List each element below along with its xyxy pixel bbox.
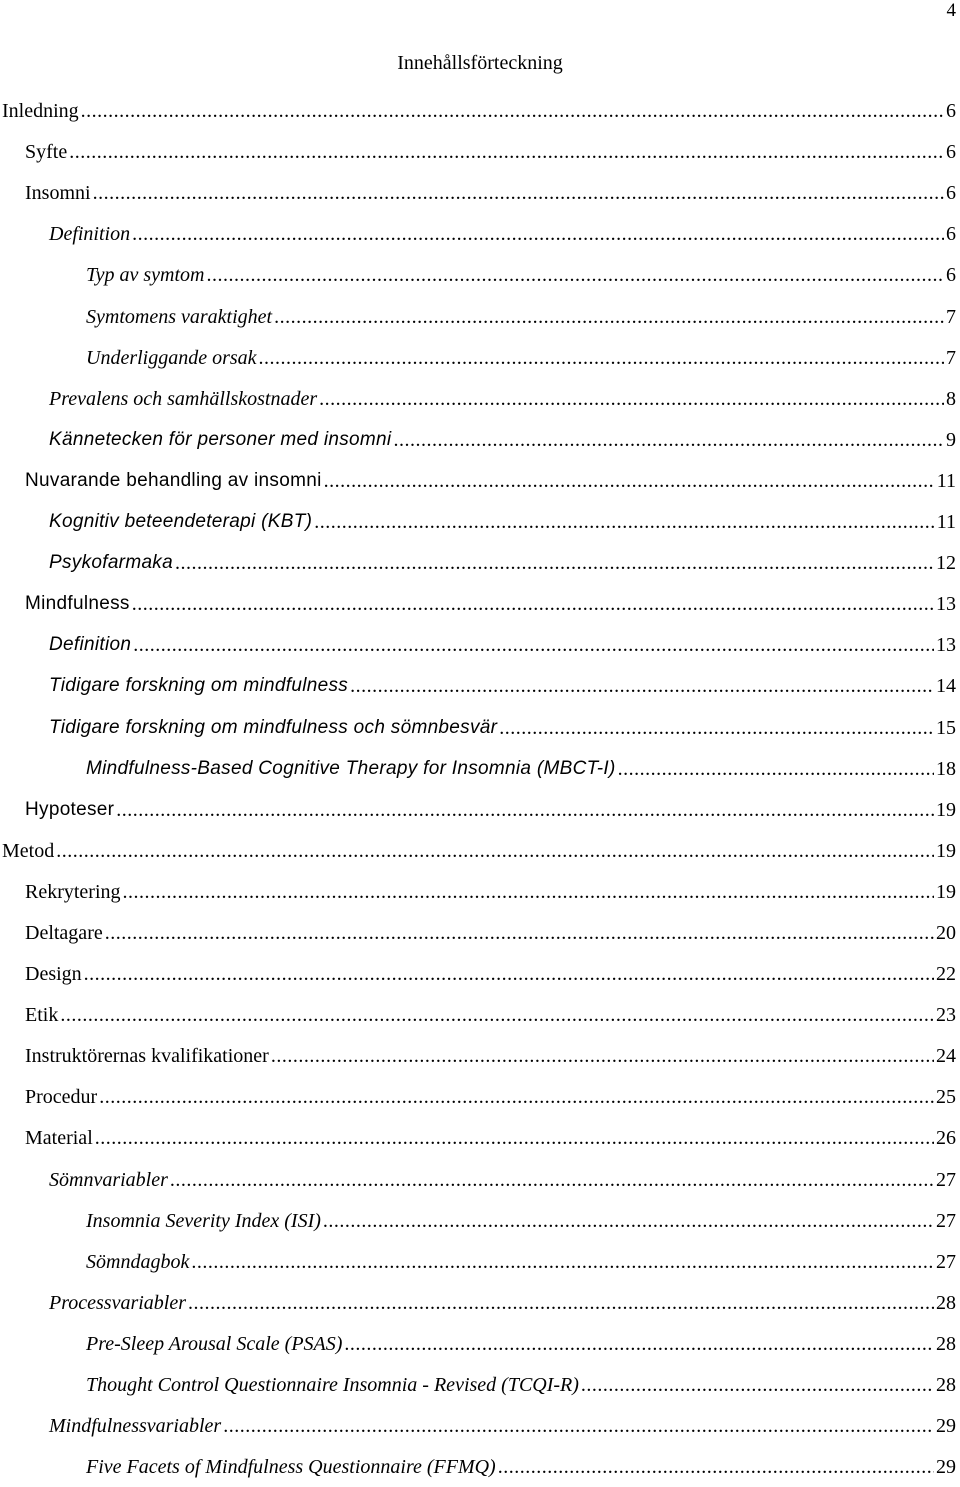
toc-dot-leader xyxy=(56,839,934,863)
toc-dot-leader xyxy=(319,387,944,411)
toc-entry-page: 22 xyxy=(936,963,956,986)
toc-entry[interactable] xyxy=(0,460,960,501)
toc-entry-page: 15 xyxy=(936,716,956,739)
toc-entry-label: Rekrytering xyxy=(25,880,121,903)
toc-dot-leader xyxy=(581,1373,934,1397)
toc-dot-leader xyxy=(618,757,934,781)
toc-dot-leader xyxy=(60,1003,934,1027)
toc-entry[interactable] xyxy=(0,748,960,789)
toc-entry-label: Instruktörernas kvalifikationer xyxy=(25,1045,269,1068)
toc-entry-label: Deltagare xyxy=(25,921,103,944)
toc-dot-leader xyxy=(81,99,944,123)
toc-dot-leader xyxy=(191,1250,934,1274)
toc-dot-leader xyxy=(344,1332,934,1356)
toc-entry[interactable] xyxy=(0,789,960,830)
toc-entry-label: Five Facets of Mindfulness Questionnaire (FFMQ) xyxy=(86,1456,496,1479)
toc-entry-page: 6 xyxy=(946,182,956,205)
toc-entry-label: Prevalens och samhällskostnader xyxy=(49,387,318,410)
toc-entry-page: 12 xyxy=(936,552,956,575)
toc-entry-page: 25 xyxy=(936,1086,956,1109)
toc-entry-page: 8 xyxy=(946,387,956,410)
toc-entry[interactable] xyxy=(0,1241,960,1282)
toc-entry[interactable] xyxy=(0,378,960,419)
toc-entry-page: 27 xyxy=(936,1168,956,1191)
toc-entry[interactable] xyxy=(0,912,960,953)
toc-entry-label: Design xyxy=(25,963,82,986)
toc-dot-leader xyxy=(207,263,945,287)
toc-dot-leader xyxy=(274,305,944,329)
toc-entry-page: 28 xyxy=(936,1332,956,1355)
toc-entry-label: Definition xyxy=(49,634,132,656)
toc-entry-page: 18 xyxy=(936,757,956,780)
toc-entry-label: Sömndagbok xyxy=(86,1250,190,1273)
toc-dot-leader xyxy=(99,1085,934,1109)
toc-entry-label: Syfte xyxy=(25,141,68,164)
toc-entry-page: 29 xyxy=(936,1415,956,1438)
toc-entry-page: 20 xyxy=(936,921,956,944)
toc-entry[interactable] xyxy=(0,871,960,912)
toc-entry[interactable] xyxy=(0,830,960,871)
toc-entry-label: Typ av symtom xyxy=(86,264,205,287)
toc-entry[interactable] xyxy=(0,213,960,254)
toc-dot-leader xyxy=(133,633,934,657)
toc-entry-page: 19 xyxy=(936,798,956,821)
page-number: 4 xyxy=(946,0,956,21)
toc-entry-page: 9 xyxy=(946,428,956,451)
toc-entry-page: 19 xyxy=(936,839,956,862)
toc-entry-label: Mindfulness xyxy=(25,593,130,615)
toc-entry[interactable] xyxy=(0,90,960,131)
toc-entry[interactable] xyxy=(0,1323,960,1364)
toc-entry-label: Symtomens varaktighet xyxy=(86,305,273,328)
toc-entry[interactable] xyxy=(0,1446,960,1487)
toc-entry-page: 28 xyxy=(936,1291,956,1314)
toc-entry[interactable] xyxy=(0,1158,960,1199)
toc-entry[interactable] xyxy=(0,501,960,542)
toc-entry[interactable] xyxy=(0,337,960,378)
toc-entry-label: Insomni xyxy=(25,182,91,205)
toc-entry-label: Tidigare forskning om mindfulness xyxy=(49,675,349,697)
toc-entry-page: 13 xyxy=(936,634,956,657)
toc-entry-label: Underliggande orsak xyxy=(86,346,257,369)
toc-entry-label: Material xyxy=(25,1127,93,1150)
toc-entry-label: Psykofarmaka xyxy=(49,552,173,574)
toc-entry-page: 11 xyxy=(936,511,956,534)
toc-entry-label: Mindfulnessvariabler xyxy=(49,1415,222,1438)
toc-entry[interactable] xyxy=(0,1076,960,1117)
toc-dot-leader xyxy=(223,1414,934,1438)
toc-entry-page: 7 xyxy=(946,346,956,369)
toc-entry[interactable] xyxy=(0,1117,960,1158)
toc-entry[interactable] xyxy=(0,706,960,747)
toc-entry-page: 27 xyxy=(936,1250,956,1273)
toc-entry-label: Inledning xyxy=(2,100,79,123)
toc-dot-leader xyxy=(95,1126,934,1150)
toc-dot-leader xyxy=(69,140,944,164)
toc-dot-leader xyxy=(350,674,934,698)
toc-title: Innehållsförteckning xyxy=(397,52,563,74)
toc-entry[interactable] xyxy=(0,172,960,213)
toc-entry[interactable] xyxy=(0,131,960,172)
toc-entry[interactable] xyxy=(0,1282,960,1323)
toc-dot-leader xyxy=(323,1209,934,1233)
toc-entry-page: 27 xyxy=(936,1209,956,1232)
toc-dot-leader xyxy=(498,1455,934,1479)
toc-dot-leader xyxy=(393,428,944,452)
toc-entry[interactable] xyxy=(0,1200,960,1241)
toc-dot-leader xyxy=(499,716,934,740)
toc-dot-leader xyxy=(132,222,944,246)
toc-dot-leader xyxy=(188,1291,934,1315)
toc-dot-leader xyxy=(123,880,934,904)
toc-entry-page: 29 xyxy=(936,1456,956,1479)
toc-entry-page: 7 xyxy=(946,305,956,328)
toc-dot-leader xyxy=(170,1168,934,1192)
toc-entry[interactable] xyxy=(0,295,960,336)
toc-dot-leader xyxy=(116,798,934,822)
toc-entry[interactable] xyxy=(0,953,960,994)
toc-dot-leader xyxy=(324,469,935,493)
toc-entry-label: Procedur xyxy=(25,1086,98,1109)
toc-dot-leader xyxy=(84,962,934,986)
toc-entry-label: Metod xyxy=(2,839,55,862)
toc-entry-label: Hypoteser xyxy=(25,798,115,820)
toc-dot-leader xyxy=(105,921,934,945)
toc-entry-page: 14 xyxy=(936,675,956,698)
toc-dot-leader xyxy=(132,592,934,616)
toc-entry-page: 6 xyxy=(946,100,956,123)
toc-entry-page: 28 xyxy=(936,1374,956,1396)
toc-entry-page: 19 xyxy=(936,880,956,903)
toc-dot-leader xyxy=(259,346,944,370)
toc-dot-leader xyxy=(175,551,934,575)
toc-entry[interactable] xyxy=(0,1035,960,1076)
toc-entry-page: 6 xyxy=(946,223,956,246)
toc-entry[interactable] xyxy=(0,583,960,624)
toc-entry-label: Thought Control Questionnaire Insomnia - Revised (TCQI-R) xyxy=(86,1374,579,1396)
toc-entry[interactable] xyxy=(0,542,960,583)
toc-entry-page: 11 xyxy=(936,469,956,492)
toc-entry[interactable] xyxy=(0,665,960,706)
toc-dot-leader xyxy=(271,1044,934,1068)
toc-entry-label: Definition xyxy=(49,223,131,246)
toc-entry-label: Kognitiv beteendeterapi (KBT) xyxy=(49,511,313,533)
toc-entry[interactable] xyxy=(0,624,960,665)
toc-dot-leader xyxy=(314,510,935,534)
toc-entry-page: 24 xyxy=(936,1045,956,1068)
toc-entry-page: 26 xyxy=(936,1127,956,1150)
table-of-contents xyxy=(0,90,960,1487)
toc-entry-page: 23 xyxy=(936,1004,956,1027)
toc-entry-label: Kännetecken för personer med insomni xyxy=(49,428,392,450)
toc-entry-label: Processvariabler xyxy=(49,1291,187,1314)
toc-entry-page: 6 xyxy=(946,141,956,164)
toc-entry-page: 6 xyxy=(946,264,956,287)
toc-entry[interactable] xyxy=(0,1405,960,1446)
toc-entry-label: Pre-Sleep Arousal Scale (PSAS) xyxy=(86,1332,343,1355)
toc-entry-label: Nuvarande behandling av insomni xyxy=(25,469,322,491)
toc-entry-label: Tidigare forskning om mindfulness och sömnbesvär xyxy=(49,716,498,738)
toc-dot-leader xyxy=(93,181,944,205)
toc-entry-label: Sömnvariabler xyxy=(49,1168,168,1191)
toc-entry-label: Mindfulness-Based Cognitive Therapy for Insomnia (MBCT-I) xyxy=(86,757,616,779)
toc-entry[interactable] xyxy=(0,994,960,1035)
toc-entry[interactable] xyxy=(0,419,960,460)
toc-entry-label: Etik xyxy=(25,1004,59,1027)
toc-entry[interactable] xyxy=(0,1364,960,1405)
toc-entry[interactable] xyxy=(0,254,960,295)
toc-entry-label: Insomnia Severity Index (ISI) xyxy=(86,1209,321,1232)
toc-entry-page: 13 xyxy=(936,593,956,616)
